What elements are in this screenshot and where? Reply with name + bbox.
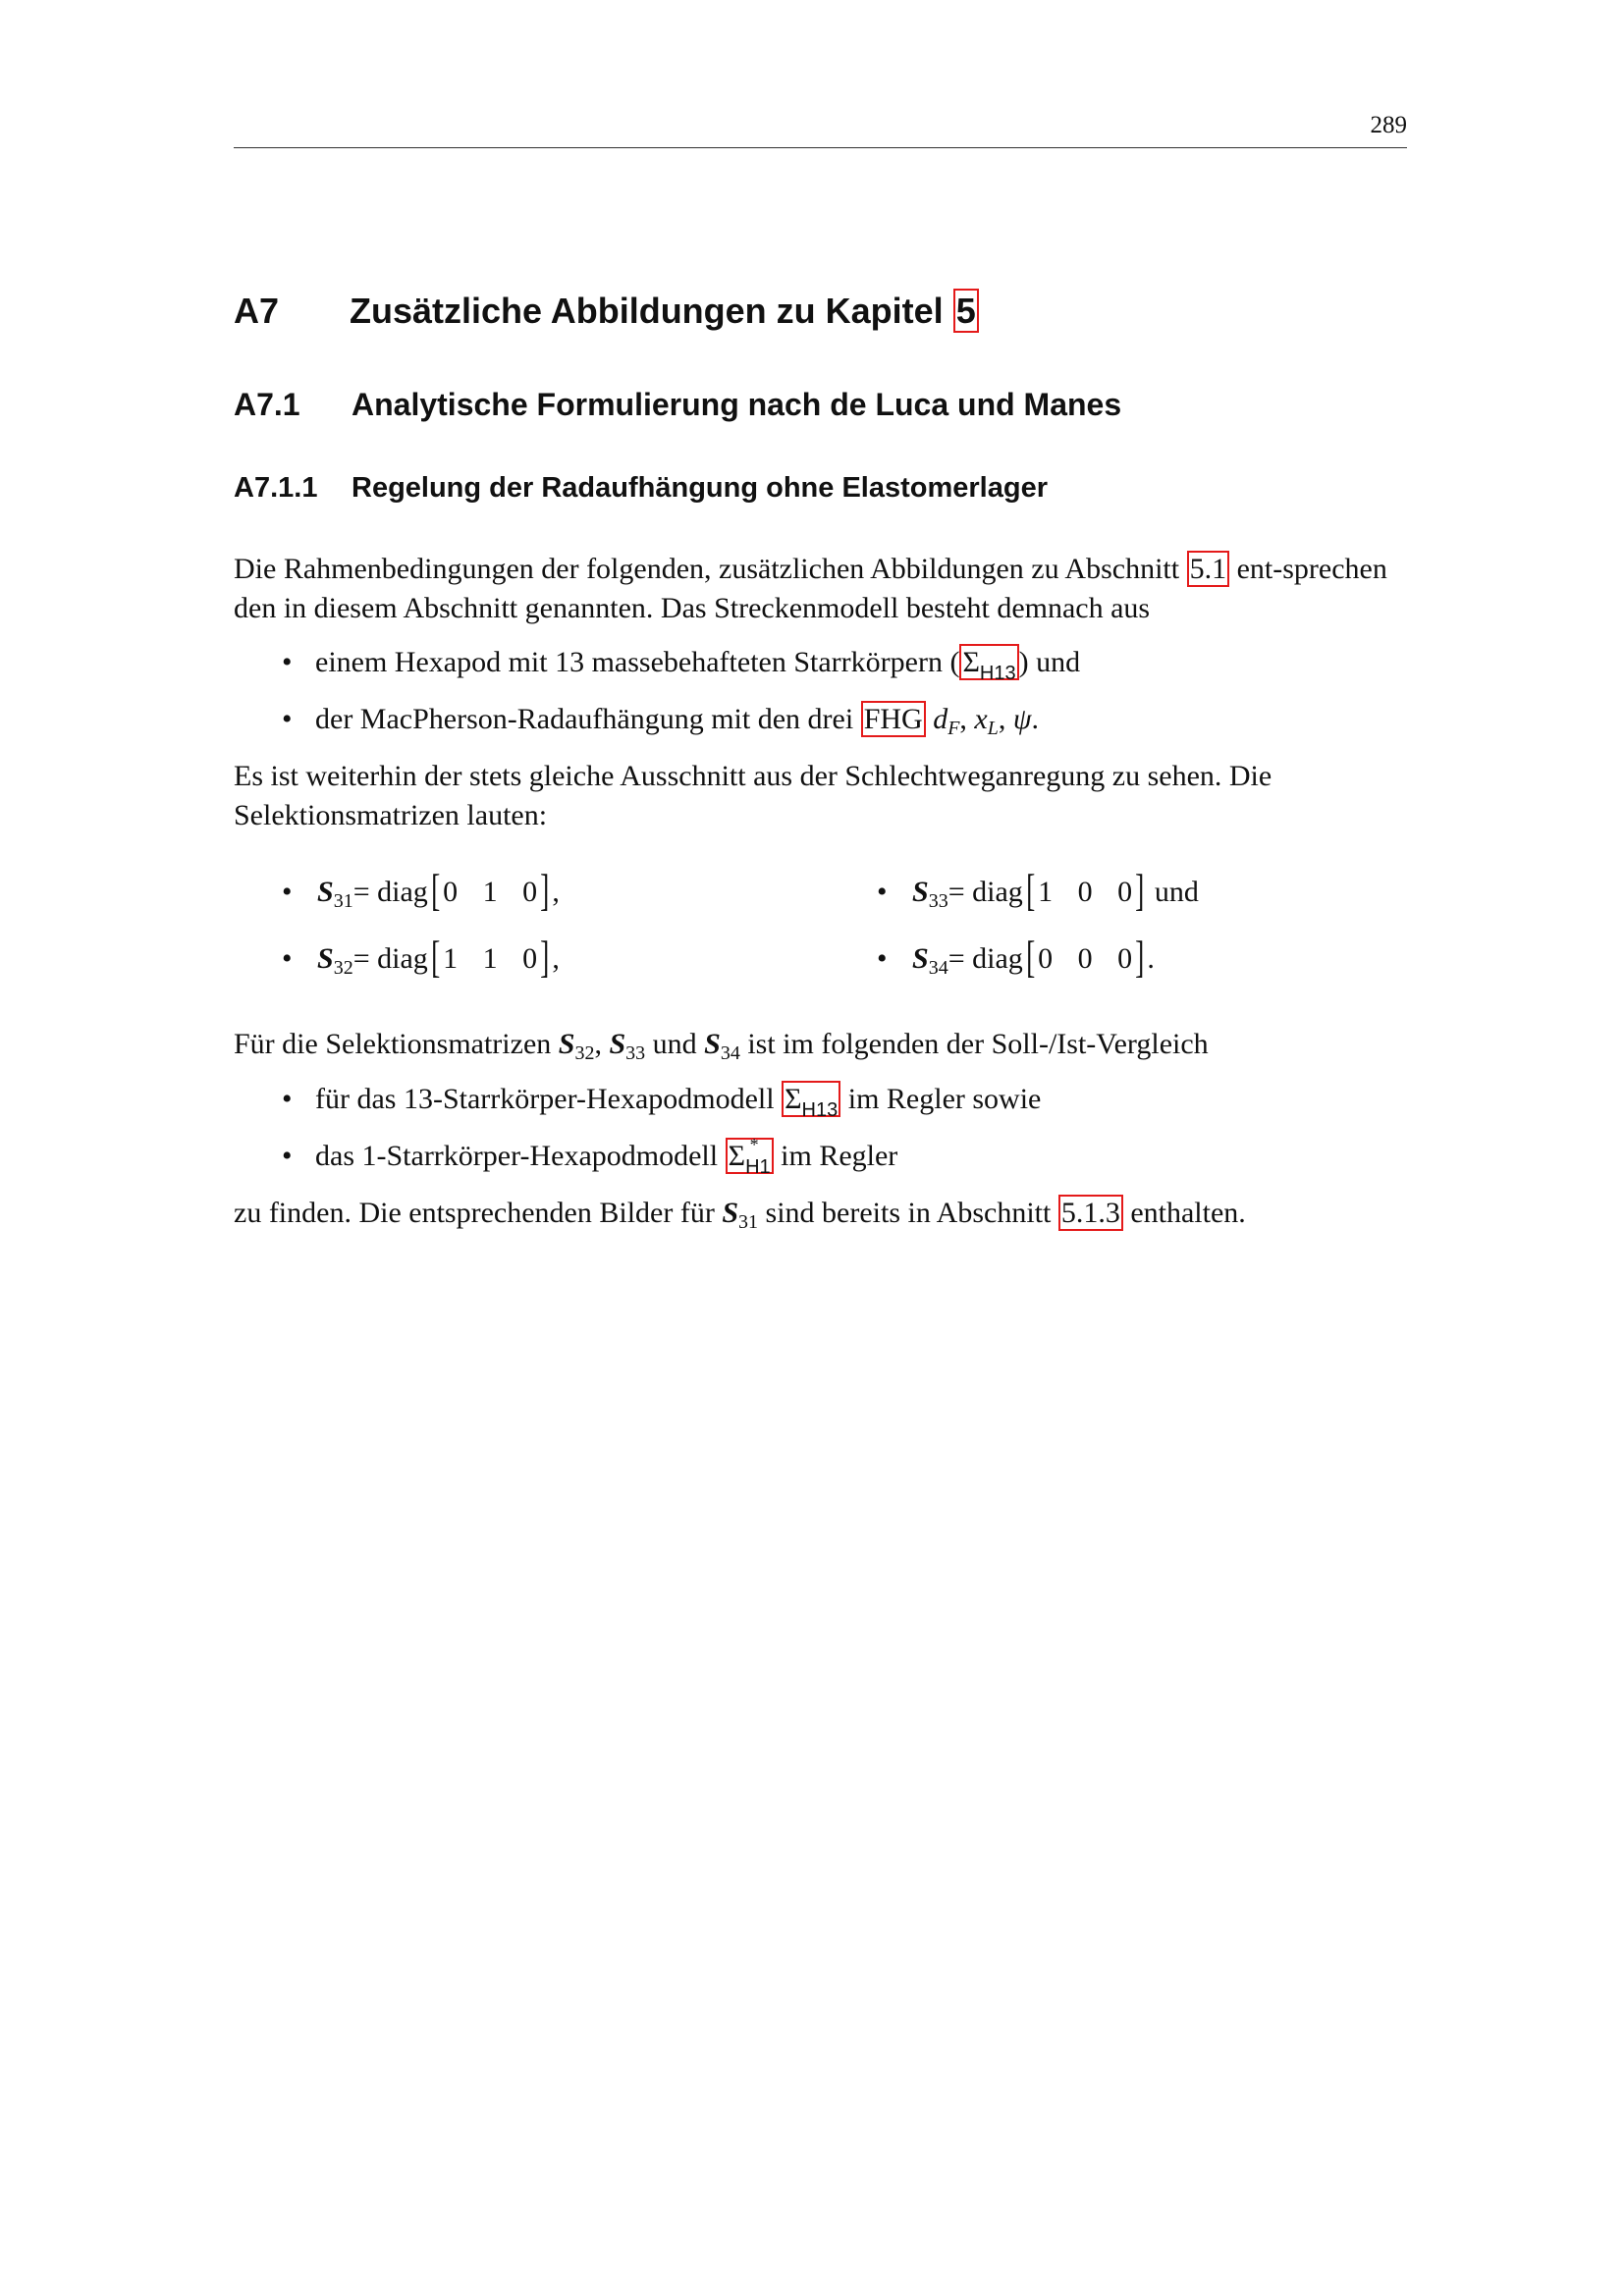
matrix-symbol: S — [609, 1028, 626, 1060]
sigma-h13-link[interactable] — [782, 1081, 840, 1121]
subsection-title: Regelung der Radaufhängung ohne Elastomerlager — [352, 472, 1048, 504]
matrix-values: 0 0 0 — [1038, 942, 1133, 975]
sigma-symbol: Σ — [962, 646, 980, 678]
matrix-symbol: S — [722, 1197, 739, 1229]
para4-text-b: sind bereits in Abschnitt — [758, 1197, 1058, 1229]
separator: , — [959, 703, 975, 735]
list-item — [280, 643, 1080, 700]
matrix-subscript: 32 — [333, 957, 353, 979]
page-number: 289 — [1370, 112, 1407, 138]
paragraph-comparison — [234, 1025, 1408, 1064]
bullet-icon: • — [282, 703, 293, 735]
right-bracket: ] — [1135, 932, 1145, 982]
matrix-subscript: 33 — [928, 890, 948, 912]
matrix-end: , — [552, 876, 560, 908]
matrix-subscript: 31 — [738, 1211, 759, 1233]
matrix-symbol: S — [558, 1028, 575, 1060]
list-item-suffix: im Regler — [773, 1140, 898, 1172]
sigma-h13-link[interactable] — [959, 644, 1018, 684]
matrix-s32 — [282, 932, 560, 982]
matrix-eq: = diag — [352, 942, 428, 975]
chapter-title: Zusätzliche Abbildungen zu Kapitel — [350, 291, 944, 331]
matrix-subscript: 31 — [333, 890, 353, 912]
right-bracket: ] — [540, 932, 550, 982]
matrix-s31 — [282, 865, 560, 915]
bullet-icon: • — [282, 1083, 293, 1115]
matrix-symbol: S — [704, 1028, 721, 1060]
controller-model-list — [280, 1080, 1041, 1194]
sigma-h1-link[interactable] — [726, 1135, 774, 1178]
separator: , — [998, 703, 1013, 735]
matrix-subscript: 33 — [625, 1042, 646, 1064]
header-rule — [234, 147, 1407, 148]
matrix-eq: = diag — [947, 942, 1023, 975]
sigma-symbol: Σ — [728, 1140, 746, 1172]
para4-text-a: zu finden. Die entsprechenden Bilder für — [234, 1197, 723, 1229]
paragraph-reference — [234, 1194, 1408, 1233]
sigma-subscript: H13 — [801, 1099, 839, 1121]
sigma-subscript: H13 — [979, 663, 1016, 684]
list-item-end: . — [1031, 703, 1040, 735]
separator: , — [594, 1028, 610, 1060]
bullet-icon: • — [877, 876, 888, 908]
left-bracket: [ — [430, 932, 441, 982]
sigma-superscript: * — [749, 1135, 759, 1154]
matrix-symbol: S — [317, 876, 334, 908]
chapter-number: A7 — [234, 291, 280, 331]
matrix-values: 1 0 0 — [1038, 876, 1133, 908]
matrix-symbol: S — [912, 942, 929, 975]
bullet-icon: • — [282, 646, 293, 678]
matrix-end: . — [1147, 942, 1155, 975]
section-title: Analytische Formulierung nach de Luca und Manes — [352, 387, 1122, 422]
para1-text-b: ent-sprechen den in diesem Abschnitt genannten. Das Streckenmodell besteht demnach aus — [234, 553, 1387, 624]
section-link-5-1-3[interactable]: 5.1.3 — [1058, 1195, 1123, 1231]
left-bracket: [ — [1025, 932, 1036, 982]
list-item-suffix: im Regler sowie — [840, 1083, 1042, 1115]
model-list — [280, 643, 1080, 757]
matrix-end: , — [552, 942, 560, 975]
list-item-suffix: ) und — [1018, 646, 1081, 678]
matrix-s33 — [877, 865, 1199, 915]
sigma-subscript: H1 — [745, 1156, 771, 1178]
chapter-link[interactable]: 5 — [953, 289, 979, 333]
matrix-values: 1 1 0 — [443, 942, 538, 975]
var-x: x — [974, 703, 988, 735]
list-item-text: einem Hexapod mit 13 massebehafteten Starrkörpern ( — [315, 646, 960, 678]
matrix-symbol: S — [912, 876, 929, 908]
matrix-eq: = diag — [947, 876, 1023, 908]
para4-text-c: enthalten. — [1122, 1197, 1246, 1229]
para3-text-a: Für die Selektionsmatrizen — [234, 1028, 559, 1060]
matrix-subscript: 34 — [928, 957, 948, 979]
list-item — [280, 1080, 1041, 1137]
bullet-icon: • — [877, 942, 888, 975]
chapter-heading — [234, 291, 979, 332]
paragraph-intro — [234, 550, 1408, 628]
matrix-end: und — [1147, 876, 1199, 908]
list-item-text: der MacPherson-Radaufhängung mit den drei — [315, 703, 861, 735]
paragraph-selection: Es ist weiterhin der stets gleiche Ausschnitt aus der Schlechtweganregung zu sehen. Die Selektionsmatrizen lauten: — [234, 760, 1272, 831]
matrix-eq: = diag — [352, 876, 428, 908]
var-d: d — [933, 703, 948, 735]
right-bracket: ] — [540, 865, 550, 915]
fhg-link[interactable]: FHG — [861, 701, 926, 737]
var-d-sub: F — [947, 718, 960, 739]
bullet-icon: • — [282, 942, 293, 975]
var-x-sub: L — [987, 718, 999, 739]
matrix-subscript: 32 — [574, 1042, 595, 1064]
section-link-5-1[interactable]: 5.1 — [1187, 551, 1230, 587]
matrix-symbol: S — [317, 942, 334, 975]
para1-text-a: Die Rahmenbedingungen der folgenden, zusätzlichen Abbildungen zu Abschnitt — [234, 553, 1187, 585]
matrix-values: 0 1 0 — [443, 876, 538, 908]
subsection-heading — [234, 472, 1048, 505]
section-number: A7.1 — [234, 387, 300, 422]
list-item-text: das 1-Starrkörper-Hexapodmodell — [315, 1140, 726, 1172]
list-item-text: für das 13-Starrkörper-Hexapodmodell — [315, 1083, 783, 1115]
para3-text-b: ist im folgenden der Soll-/Ist-Vergleich — [739, 1028, 1209, 1060]
bullet-icon: • — [282, 876, 293, 908]
var-psi: ψ — [1012, 703, 1032, 735]
right-bracket: ] — [1135, 865, 1145, 915]
left-bracket: [ — [430, 865, 441, 915]
list-item — [280, 1137, 1041, 1194]
list-item — [280, 700, 1080, 757]
matrix-subscript: 34 — [720, 1042, 740, 1064]
bullet-icon: • — [282, 1140, 293, 1172]
sigma-symbol: Σ — [785, 1083, 802, 1115]
subsection-number: A7.1.1 — [234, 472, 318, 504]
matrix-s34 — [877, 932, 1155, 982]
separator: und — [645, 1028, 705, 1060]
left-bracket: [ — [1025, 865, 1036, 915]
section-heading — [234, 387, 1121, 423]
